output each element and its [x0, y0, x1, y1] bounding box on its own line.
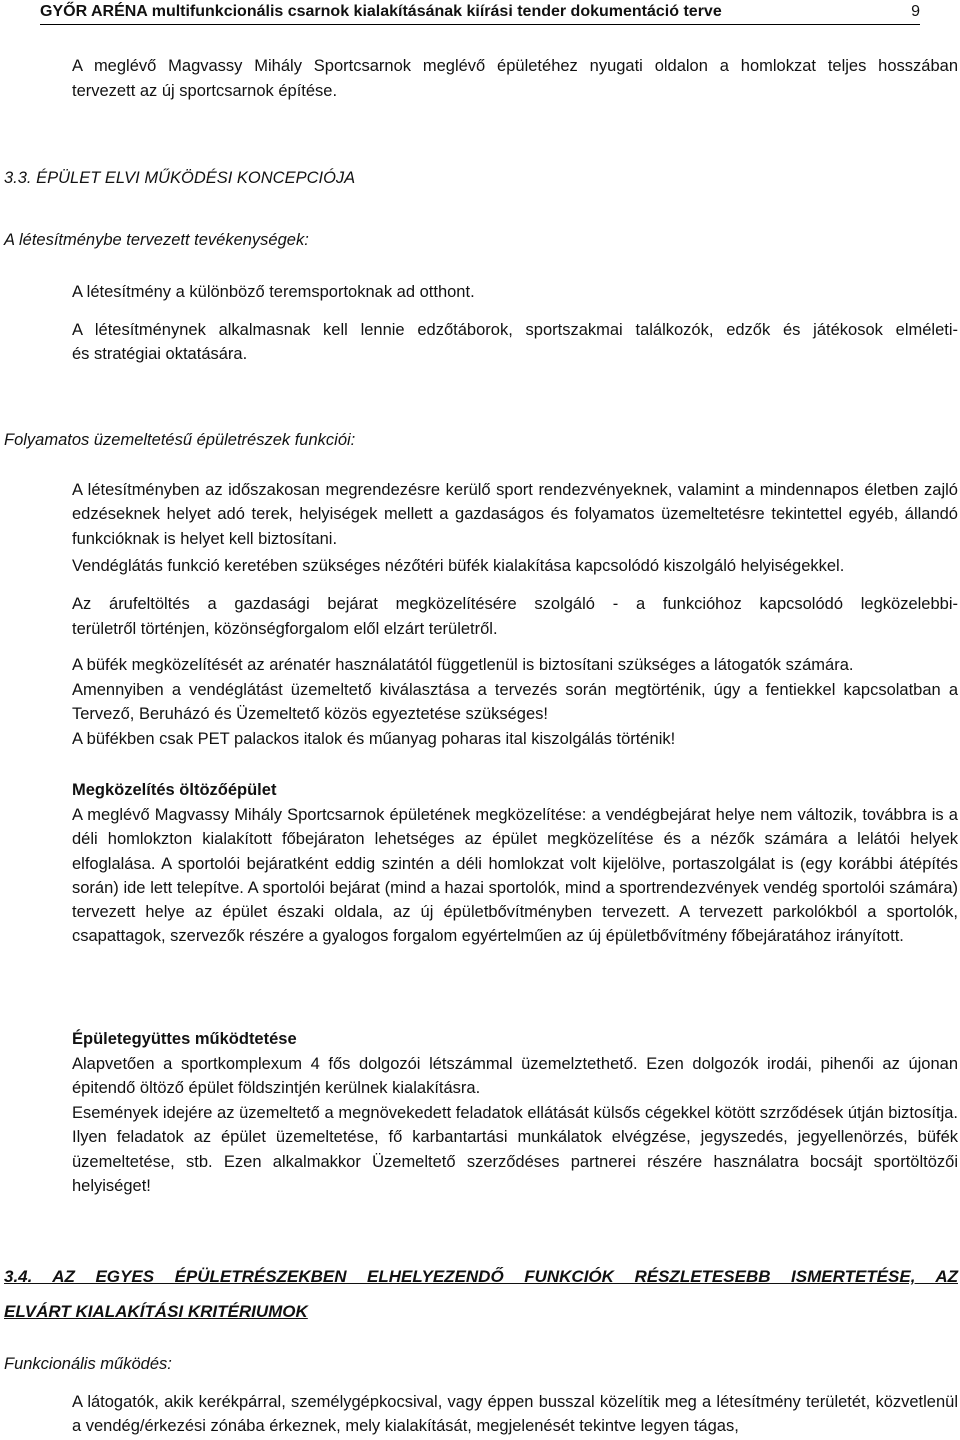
continuous-operation-heading: Folyamatos üzemeltetésű épületrészek funkciói:	[4, 431, 356, 449]
document-title: GYŐR ARÉNA multifunkcionális csarnok kialakításának kiírási tender dokumentáció terve	[40, 3, 722, 20]
complex-operation-heading: Épületegyüttes működtetése	[72, 1030, 297, 1048]
section-3-3-heading: 3.3. ÉPÜLET ELVI MŰKÖDÉSI KONCEPCIÓJA	[4, 169, 356, 187]
pet-bottle-paragraph: A büfékben csak PET palackos italok és műanyag poharas ital kiszolgálás történik!	[72, 730, 676, 748]
changing-building-paragraph: A meglévő Magvassy Mihály Sportcsarnok épületének megközelítése: a vendégbejárat helye nem változik, továbbra is a déli homlokzton kialakított főbejáraton lehetséges az épület megközelítése és a nézők számára a lelátói helyek elfoglalása. A sportolói bejáratként eddig szintén a déli homlokzat volt kijelölve, portaszolgálat is (egy korábbi átépítés során) ide lett telepítve. A sportolói bejárat (mind a hazai sportolók, mind a sportrendezvények vendég sportolói számára) tervezett helye az épület északi oldala, az új épületbővítményben tervezett. A tervezett parkolókból a sportolók, csapattagok, szervezők részére a gyalogos forgalom egyértelműen az új épületbővítmény főbejáratához irányított.	[72, 806, 958, 946]
intro-line-2: tervezett az új sportcsarnok építése.	[72, 82, 338, 100]
page-number: 9	[911, 3, 920, 20]
catering-operator-paragraph: Amennyiben a vendéglátást üzemeltető kiválasztása a tervezés során megtörténik, úgy a fentiekkel kapcsolatban a Tervező, Beruházó és Üzemeltető közös egyeztetése szükséges!	[72, 681, 958, 724]
intro-line-1: A meglévő Magvassy Mihály Sportcsarnok meglévő épületéhez nyugati oldalon a homlokzat teljes hosszában	[72, 57, 958, 75]
activities-paragraph-2-line-2: és stratégiai oktatására.	[72, 345, 248, 363]
buffet-access-paragraph: A büfék megközelítését az arénatér használatától függetlenül is biztosítani szükséges a látogatók számára.	[72, 656, 854, 674]
activities-paragraph-1: A létesítmény a különböző teremsportoknak ad otthont.	[72, 283, 475, 301]
activities-subheading: A létesítménybe tervezett tevékenységek:	[4, 231, 309, 249]
supply-paragraph-line-1: Az árufeltöltés a gazdasági bejárat megközelítésére szolgáló - a funkcióhoz kapcsolódó legközelebbi-	[72, 595, 958, 613]
complex-operation-paragraph-1: Alapvetően a sportkomplexum 4 fős dolgozói létszámmal üzemelztethető. Ezen dolgozók irodái, pihenői az újonan épitendő öltöző épület földszintjén kerülnek kialakításra.	[72, 1055, 958, 1098]
section-3-4-heading-line-2: ELVÁRT KIALAKÍTÁSI KRITÉRIUMOK	[4, 1302, 308, 1321]
supply-paragraph-line-2: területről történjen, közönségforgalom elől elzárt területről.	[72, 620, 498, 638]
continuous-operation-paragraph-1: A létesítményben az időszakosan megrendezésre kerülő sport rendezvényeknek, valamint a mindennapos életben zajló edzéseknek helyet adó terek, helyiségek mellett a gazdaságos és folyamatos üzemeltetésre tekintettel egyéb, állandó funkcióknak is helyet kell biztosítani.	[72, 481, 958, 548]
complex-operation-paragraph-2: Események idejére az üzemeltető a megnövekedett feladatok ellátását külsős cégekkel kötött szrződések útján biztosítja. Ilyen feladatok az épület üzemeltetése, fő karbantartási munkálatok elvégzése, jegyszedés, jegyellenörzés, büfék üzemeltetése, stb. Ezen alkalmakkor Üzemeltető szerződéses partnerei részére használatra bocsájt sportöltözői helyiséget!	[72, 1104, 958, 1195]
page-header	[40, 2, 920, 25]
functional-operation-subheading: Funkcionális működés:	[4, 1355, 172, 1373]
changing-building-heading: Megközelítés öltözőépület	[72, 781, 277, 799]
catering-paragraph: Vendéglátás funkció keretében szükséges nézőtéri büfék kialakítása kapcsolódó kiszolgáló helyiségekkel.	[72, 557, 845, 575]
section-3-4-heading-line-1: 3.4. AZ EGYES ÉPÜLETRÉSZEKBEN ELHELYEZENDŐ FUNKCIÓK RÉSZLETESEBB ISMERTETÉSE, AZ	[4, 1267, 958, 1286]
activities-paragraph-2-line-1: A létesítménynek alkalmasnak kell lennie edzőtáborok, sportszakmai találkozók, edzők és játékosok elméleti-	[72, 321, 958, 339]
visitors-paragraph: A látogatók, akik kerékpárral, személygépkocsival, vagy éppen busszal közelítik meg a létesítmény területét, közvetlenül a vendég/érkezési zónába érkeznek, mely kialakítását, megjelenését tekintve legyen tágas,	[72, 1393, 958, 1436]
